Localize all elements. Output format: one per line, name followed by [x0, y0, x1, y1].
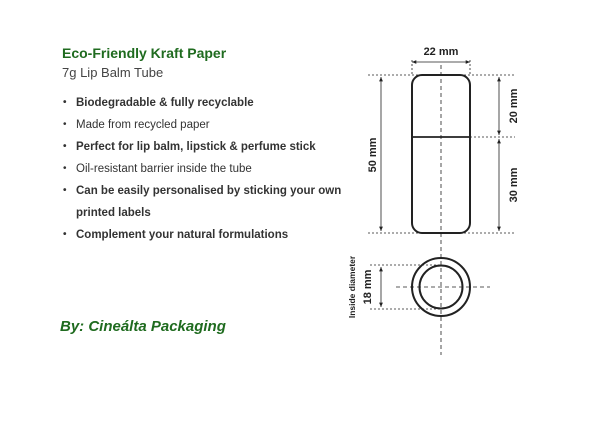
base-height-label: 30 mm [508, 167, 520, 203]
company-byline: By: Cineálta Packaging [60, 318, 226, 335]
feature-item: • Oil-resistant barrier inside the tube [62, 158, 352, 180]
feature-item: • Biodegradable & fully recyclable [62, 92, 352, 114]
product-title: Eco-Friendly Kraft Paper [62, 45, 227, 61]
width-dimension-label: 22 mm [423, 46, 459, 58]
feature-item: • Perfect for lip balm, lipstick & perfume stick [62, 136, 352, 158]
feature-item: • Made from recycled paper [62, 114, 352, 136]
cap-height-label: 20 mm [508, 88, 520, 124]
feature-item: • Can be easily personalised by sticking your own printed labels [62, 180, 352, 224]
product-subtitle: 7g Lip Balm Tube [62, 65, 164, 80]
inside-diameter-value: 18 mm [362, 269, 374, 305]
height-dimension-label: 50 mm [367, 137, 379, 173]
tube-body-outline [412, 75, 470, 233]
feature-item: • Complement your natural formulations [62, 224, 352, 246]
inside-diameter-caption: Inside diameter [347, 255, 357, 319]
